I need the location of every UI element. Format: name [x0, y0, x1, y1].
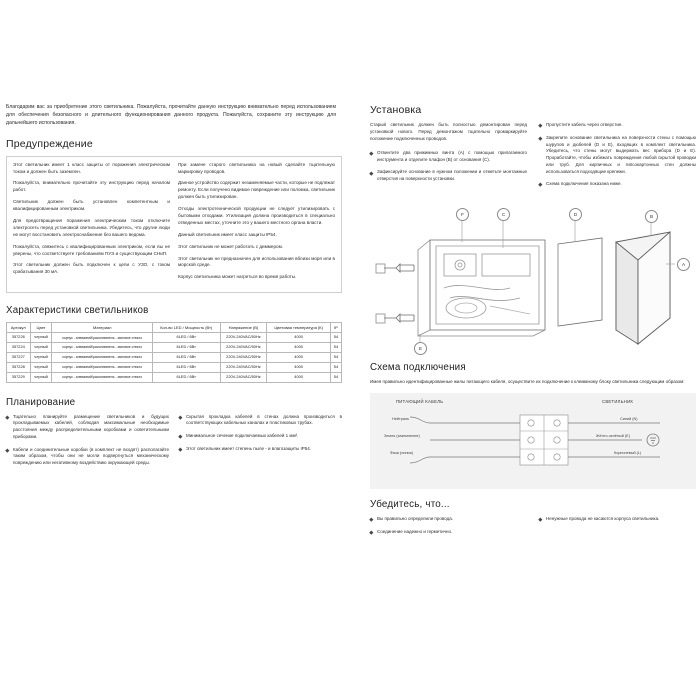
col-voltage: Напряжение (В) — [220, 323, 267, 333]
ensure-item: Ненужные провода не касаются корпуса светильника. — [539, 516, 696, 523]
warning-item: Этот светильник не может работать с диммером. — [178, 243, 284, 249]
table-row — [7, 333, 342, 343]
warning-item: Светильник должен быть установлен компетентным и квалифицированным электриком. — [13, 199, 170, 212]
table-row — [7, 362, 342, 372]
ensure-title: Убедитесь, что... — [370, 498, 450, 510]
cell-article: 357226 — [7, 333, 31, 343]
planning-item: Минимальное сечение подключаемых кабелей 1 мм². — [179, 433, 342, 440]
installation-step: Закрепите основание светильника на поверхности стены с помощью шурупов и дюбелей (D и E), входящих в комплект светильника. Убедитесь, что стены могут выдержать вес прибора (D и E). Проработайте, чтобы избежать повреждения любой скрытой проводки или труб. Для кирпичных и гипсокартонных стен должны использоваться подходящие крепежи. — [539, 135, 696, 176]
installation-title: Установка — [370, 104, 422, 116]
supply-cable-header: ПИТАЮЩИЙ КАБЕЛЬ — [396, 398, 444, 404]
warning-item: Данное устройство содержит незаменяемые части, которые не подлежат ремонту. Если получено видимое повреждение или поломка, светильник должен быть утилизирован. — [178, 180, 335, 200]
specs-title: Характеристики светильников — [6, 305, 149, 317]
intro-paragraph: Благодарим вас за приобретение этого светильника. Пожалуйста, прочитайте данную инструкцию внимательно перед использованием для обеспечения безопасного и длительного функционирования данного продукта. Пожалуйста, сохраните эту инструкцию для дальнейшего использования. — [6, 104, 336, 126]
warning-item: Этот светильник не предназначен для использования вблизи моря или в морской среде. — [178, 255, 335, 268]
ensure-section — [370, 499, 696, 542]
warning-right-column — [178, 162, 335, 287]
cell-material: корпус - алюминий/рассеиватель - матовое стекло — [52, 362, 152, 372]
cell-voltage: 220V-240VAC/50Hz — [220, 343, 267, 353]
specs-table — [6, 322, 342, 382]
warning-item: Отходы электротехнической продукции не следует утилизировать с бытовыми отходами. Утилизация должна производиться в специально отведенных местах, уточните это у вашего местного органа власти. — [178, 206, 335, 225]
col-cct: Цветовая температура (К) — [267, 323, 331, 333]
callout-A: A — [677, 258, 690, 271]
planning-item: Кабели и соединительные коробки (в комплект не входят) располагайте таким образом, чтобы они не могли подвергнуться механическому повреждению или негативному воздействию окружающей среды. — [6, 447, 169, 467]
wiring-intro: Имея правильно идентифицированные жилы питающего кабеля, осуществите их подключение к клеммному блоку светильника следующим образом: — [370, 379, 685, 384]
planning-item: Тщательно планируйте размещение светильников и будущих прокладываемых кабелей, соблюдая максимальные необходимые расстояния между распределительными коробками и осветительными приборами. — [6, 414, 169, 441]
installation-right-column — [539, 122, 696, 194]
warning-title: Предупреждение — [6, 137, 93, 150]
luminaire-header: СВЕТИЛЬНИК — [602, 398, 634, 404]
cell-material: корпус - алюминий/рассеиватель - матовое стекло — [52, 353, 152, 363]
table-header-row — [7, 323, 342, 333]
warning-item: Корпус светильника может нагреться во время работы. — [178, 274, 297, 280]
diagram-svg — [370, 202, 696, 352]
specs-section — [6, 305, 342, 382]
wiring-svg — [370, 393, 696, 489]
cell-power: 6LED / 6Вт — [152, 333, 220, 343]
cell-voltage: 220V-240VAC/50Hz — [220, 362, 267, 372]
warning-item: При замене старого светильника на новый сделайте тщательную маркировку проводов. — [178, 161, 335, 174]
wiring-section — [370, 362, 696, 489]
col-material: Материал — [52, 323, 152, 333]
col-ip: IP — [330, 323, 341, 333]
ensure-item: Вы правильно определили провода. — [370, 516, 527, 523]
table-row — [7, 343, 342, 353]
cell-material: корпус - алюминий/рассеиватель - матовое стекло — [52, 343, 152, 353]
cell-article: 357228 — [7, 362, 31, 372]
callout-D: D — [569, 208, 582, 221]
warning-item: Этот светильник имеет 1 класс защиты от поражения электрическим током и должен быть заземлен. — [13, 161, 170, 174]
cell-cct: 4000 — [267, 353, 331, 363]
installation-left-column — [370, 122, 527, 194]
table-row — [7, 353, 342, 363]
cell-color: черный — [30, 362, 52, 372]
planning-title: Планирование — [6, 396, 76, 408]
ensure-left-column — [370, 516, 527, 542]
cell-ip: 54 — [330, 333, 341, 343]
col-color: Цвет — [30, 323, 52, 333]
cell-material: корпус - алюминий/рассеиватель - матовое стекло — [52, 372, 152, 382]
installation-step: Схема подключения показана ниже. — [539, 181, 696, 188]
cell-article: 357229 — [7, 372, 31, 382]
wire-right-earth: Жёлто-зелёный (E) — [596, 433, 630, 438]
cell-color: черный — [30, 353, 52, 363]
callout-B: B — [645, 210, 658, 223]
wire-left-neutral: Нейтраль — [392, 416, 410, 421]
installation-step: Старый светильник должен быть полностью демонтирован перед установкой нового. Перед демонтажом тщательно промаркируйте положение подключенных проводов. — [370, 122, 527, 141]
cell-power: 6LED / 6Вт — [152, 362, 220, 372]
wire-left-earth: Земля (заземление) — [384, 433, 420, 438]
cell-color: черный — [30, 333, 52, 343]
col-article: Артикул — [7, 323, 31, 333]
wire-right-line: Коричневый (L) — [614, 450, 642, 455]
warning-box — [6, 156, 342, 294]
cell-color: черный — [30, 343, 52, 353]
table-row — [7, 372, 342, 382]
cell-voltage: 220V-240VAC/50Hz — [220, 333, 267, 343]
planning-left-column — [6, 414, 169, 473]
cell-material: корпус - алюминий/рассеиватель - матовое стекло — [52, 333, 152, 343]
cell-ip: 54 — [330, 353, 341, 363]
cell-cct: 4000 — [267, 343, 331, 353]
cell-cct: 4000 — [267, 362, 331, 372]
col-led-power: Кол-во LED / Мощность (Вт) — [152, 323, 220, 333]
callout-C: C — [497, 208, 510, 221]
cell-ip: 54 — [330, 343, 341, 353]
planning-right-column — [179, 414, 342, 473]
left-column — [6, 104, 342, 473]
cell-article: 357227 — [7, 353, 31, 363]
warning-item: Данный светильник имеет класс защиты IP54. — [178, 231, 277, 237]
cell-power: 6LED / 6Вт — [152, 353, 220, 363]
warning-item: Этот светильник должен быть подключен к цепи с УЗО, с током срабатывания 30 мА. — [13, 262, 170, 275]
warning-item: Пожалуйста, свяжитесь с квалифицированным электриком, если вы не уверены, что соответствуете требованиям ПУЭ и существующим СНиП. — [13, 243, 170, 256]
cell-power: 6LED / 6Вт — [152, 372, 220, 382]
ensure-item: Соединение надежно и герметично. — [370, 529, 527, 536]
callout-F: F — [456, 208, 469, 221]
installation-step: Отвинтите два прижимных винта (A) с помощью прилагаемого инструмента и отделите плафон (B) от основания (C). — [370, 150, 527, 164]
installation-step: Зафиксируйте основание в нужном положении и отметьте монтажные отверстия на поверхности установки. — [370, 169, 527, 183]
cell-power: 6LED / 6Вт — [152, 343, 220, 353]
warning-section — [6, 138, 342, 294]
installation-step: Пропустите кабель через отверстие. — [539, 122, 696, 129]
warning-item: Для предотвращения поражения электрическим током отключите электросеть перед установкой светильника. Убедитесь, что другие люди не могут восстановить электроснабжение без вашего ведома. — [13, 218, 170, 237]
cell-ip: 54 — [330, 362, 341, 372]
cell-article: 357224 — [7, 343, 31, 353]
ensure-right-column — [539, 516, 696, 542]
cell-voltage: 220V-240VAC/50Hz — [220, 353, 267, 363]
wire-left-line: Фаза (линия) — [390, 450, 414, 455]
exploded-view-diagram — [370, 202, 696, 352]
wire-right-neutral: Синий (N) — [620, 416, 638, 421]
planning-section — [6, 397, 342, 473]
wiring-title: Схема подключения — [370, 362, 466, 373]
cell-cct: 4000 — [267, 372, 331, 382]
warning-item: Пожалуйста, внимательно прочитайте эту инструкцию перед началом работ. — [13, 180, 170, 193]
right-column — [370, 104, 696, 541]
callout-E: E — [414, 342, 427, 355]
cell-color: черный — [30, 372, 52, 382]
planning-item: Скрытая прокладка кабелей в стенах должна производиться в соответствующих кабельных каналах и пластиковых трубах. — [179, 414, 342, 428]
warning-left-column — [13, 162, 170, 287]
cell-voltage: 220V-240VAC/50Hz — [220, 372, 267, 382]
cell-ip: 54 — [330, 372, 341, 382]
wiring-diagram — [370, 393, 696, 489]
cell-cct: 4000 — [267, 333, 331, 343]
planning-item: Этот светильник имеет степень пыле - и влагозащиты IP54. — [179, 446, 342, 453]
